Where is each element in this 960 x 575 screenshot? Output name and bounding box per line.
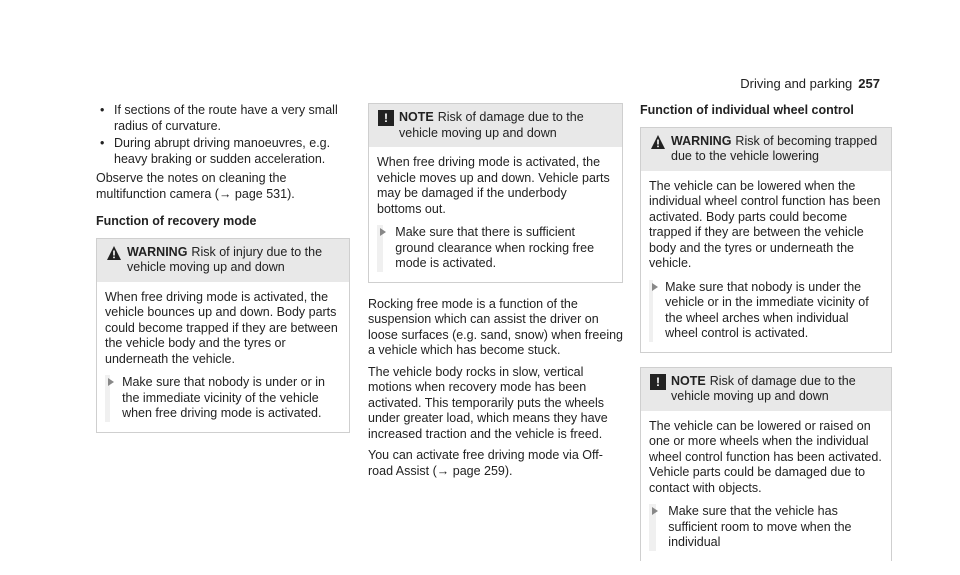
note-text: When free driving mode is activated, the vehicle moves up and down. Vehicle parts may be damaged if the underbody bottoms out. bbox=[377, 155, 610, 216]
step-arrow-icon bbox=[380, 228, 386, 236]
note-header bbox=[369, 104, 622, 147]
column-1 bbox=[96, 103, 350, 447]
list-item: • During abrupt driving manoeuvres, e.g. heavy braking or sudden acceleration. bbox=[96, 136, 350, 167]
instruction-step bbox=[649, 280, 883, 344]
column-2 bbox=[368, 103, 623, 485]
warning-header bbox=[641, 128, 891, 171]
warning-text: The vehicle can be lowered when the individual wheel control function has been activated. Body parts could become trapped if they are between the vehicle body and the tyres or underneath the vehicle. bbox=[649, 178, 881, 270]
page-number: 257 bbox=[858, 76, 880, 91]
warning-triangle-icon bbox=[106, 245, 122, 261]
section-heading: Function of individual wheel control bbox=[640, 103, 854, 117]
note-title: Risk of damage due to the vehicle moving up and down bbox=[671, 373, 856, 403]
step-text: Make sure that nobody is under or in the immediate vicinity of the vehicle when free driving mode is activated. bbox=[122, 375, 325, 420]
warning-triangle-icon bbox=[650, 134, 666, 150]
list-item: • If sections of the route have a very small radius of curvature. bbox=[96, 103, 350, 134]
observe-paragraph: Observe the notes on cleaning the multifunction camera (→ page 531). bbox=[96, 171, 295, 201]
paragraph: The vehicle body rocks in slow, vertical motions when recovery mode has been activated. This temporarily puts the wheels under greater load, which means they have increased traction and the vehicle is freed. bbox=[368, 364, 608, 441]
step-arrow-icon bbox=[652, 283, 658, 291]
warning-title: Risk of injury due to the vehicle moving up and down bbox=[127, 244, 323, 274]
paragraph: Rocking free mode is a function of the suspension which can assist the driver on loose surfaces (e.g. sand, snow) when freeing a vehicle which has become stuck. bbox=[368, 296, 623, 357]
section-heading: Function of recovery mode bbox=[96, 214, 257, 228]
warning-box bbox=[640, 127, 892, 353]
paragraph: You can activate free driving mode via Off-road Assist (→ page 259). bbox=[368, 448, 603, 478]
warning-box bbox=[96, 238, 350, 433]
step-arrow-icon bbox=[108, 378, 114, 386]
warning-text: When free driving mode is activated, the vehicle bounces up and down. Body parts could become trapped if they are between the vehicle body and the tyres or underneath the vehicle. bbox=[105, 289, 338, 366]
warning-keyword: WARNING bbox=[127, 244, 188, 259]
warning-body bbox=[641, 171, 891, 352]
instruction-step bbox=[377, 225, 614, 274]
note-keyword: NOTE bbox=[671, 373, 706, 388]
note-exclamation-icon: ! bbox=[378, 110, 394, 126]
warning-body bbox=[97, 282, 349, 432]
note-body bbox=[641, 411, 891, 561]
section-title: Driving and parking bbox=[740, 76, 853, 91]
warning-header bbox=[97, 239, 349, 282]
column-3 bbox=[640, 103, 892, 575]
note-box bbox=[640, 367, 892, 561]
note-header bbox=[641, 368, 891, 411]
step-text: Make sure that there is sufficient ground clearance when rocking free mode is activated. bbox=[395, 225, 595, 270]
step-text: Make sure that the vehicle has sufficient room to move when the individual bbox=[668, 504, 852, 549]
instruction-step bbox=[649, 504, 883, 553]
page-header bbox=[740, 76, 880, 92]
note-body bbox=[369, 147, 622, 282]
note-text: The vehicle can be lowered or raised on one or more wheels when the individual wheel control function has been activated. Vehicle parts could be damaged due to contact with objects. bbox=[649, 418, 882, 495]
bullet-list bbox=[96, 103, 350, 167]
note-exclamation-icon: ! bbox=[650, 374, 666, 390]
step-text: Make sure that nobody is under the vehicle or in the immediate vicinity of the wheel arches when individual wheel control is activated. bbox=[665, 279, 869, 340]
instruction-step bbox=[105, 375, 341, 424]
warning-keyword: WARNING bbox=[671, 133, 732, 148]
note-box bbox=[368, 103, 623, 283]
note-keyword: NOTE bbox=[399, 110, 434, 124]
step-arrow-icon bbox=[652, 507, 658, 515]
warning-title: Risk of becoming trapped due to the vehicle lowering bbox=[671, 133, 878, 163]
note-title: Risk of damage due to the vehicle moving up and down bbox=[399, 110, 584, 140]
